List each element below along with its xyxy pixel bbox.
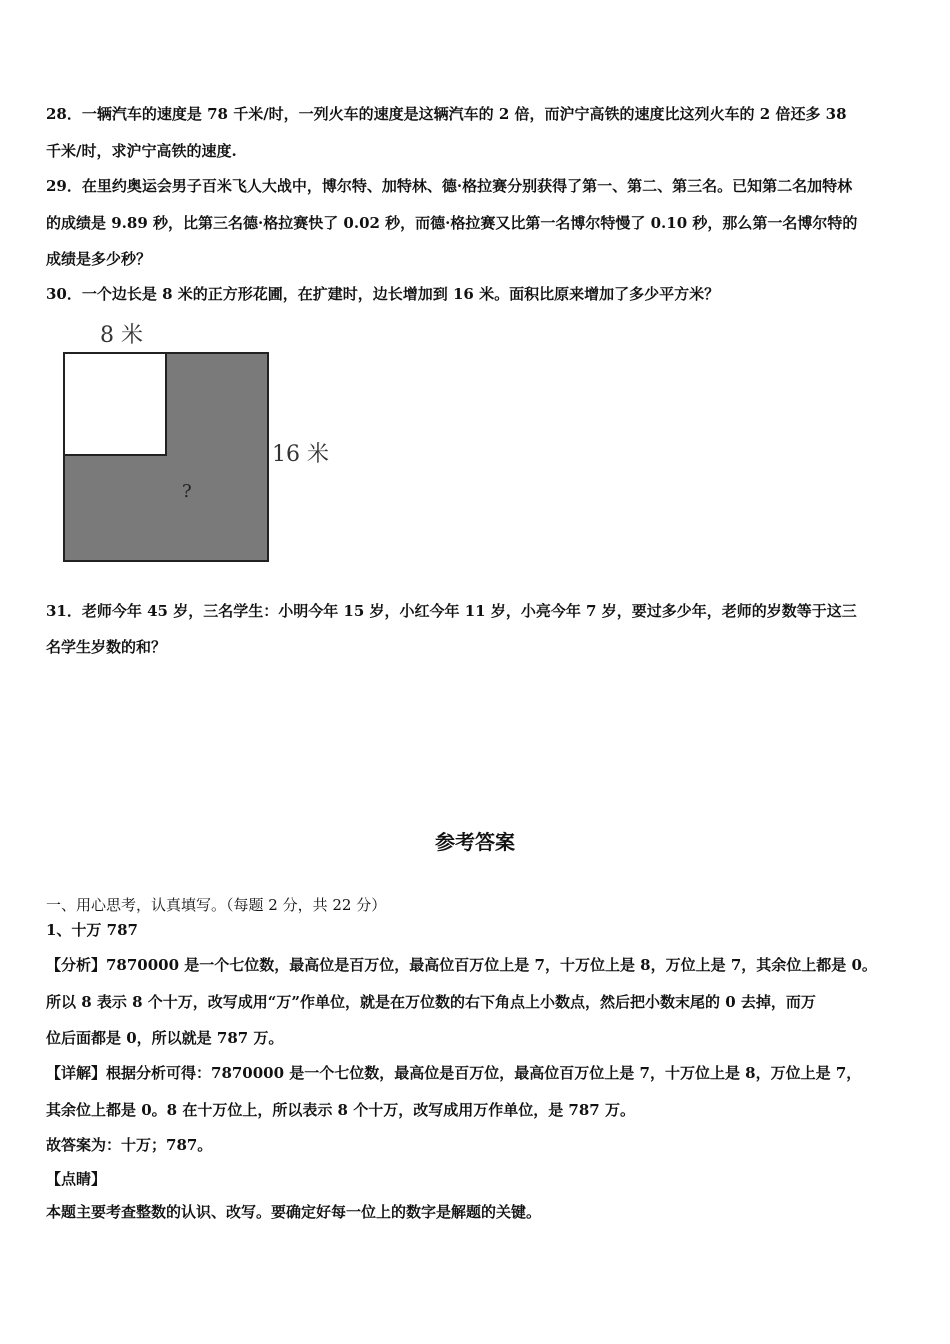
analysis-line2: 所以 8 表示 8 个十万，改写成用“万”作单位，就是在万位数的右下角点上小数点，然后把小数末尾的 0 去掉，而万 <box>46 993 816 1011</box>
top-length-label: 8 米 <box>100 323 143 348</box>
q29-line1: 29．在里约奥运会男子百米飞人大战中，博尔特、加特林、德·格拉赛分别获得了第一、第二、第三名。已知第二名加特林 <box>46 177 853 195</box>
q31-line1: 31．老师今年 45 岁，三名学生：小明今年 15 岁，小红今年 11 岁，小亮今年 7 岁，要过多少年，老师的岁数等于这三 <box>46 602 857 620</box>
detail-line1: 【详解】根据分析可得：7870000 是一个七位数，最高位是百万位，最高位百万位上是 7，十万位上是 8，万位上是 7， <box>46 1064 862 1082</box>
q29-line3: 成绩是多少秒？ <box>46 250 152 268</box>
q30-line1: 30．一个边长是 8 米的正方形花圃，在扩建时，边长增加到 16 米。面积比原来增加了多少平方米？ <box>46 285 720 303</box>
answer-conclusion: 故答案为：十万；787。 <box>46 1136 213 1154</box>
side-length-label: 16 米 <box>272 442 329 467</box>
q29-line2: 的成绩是 9.89 秒，比第三名德·格拉赛快了 0.02 秒，而德·格拉赛又比第一名博尔特慢了 0.10 秒，那么第一名博尔特的 <box>46 214 858 232</box>
q28-line2: 千米/时，求沪宁高铁的速度. <box>46 142 237 160</box>
analysis-line1: 【分析】7870000 是一个七位数，最高位是百万位，最高位百万位上是 7，十万位上是 8，万位上是 7，其余位上都是 0。 <box>46 956 877 974</box>
unknown-area-label: ? <box>182 481 192 502</box>
comment-text: 本题主要考查整数的认识、改写。要确定好每一位上的数字是解题的关键。 <box>46 1203 542 1221</box>
answers-section-heading: 一、用心思考，认真填写。（每题 2 分，共 22 分） <box>46 896 387 914</box>
q31-line2: 名学生岁数的和？ <box>46 638 167 656</box>
analysis-line3: 位后面都是 0，所以就是 787 万。 <box>46 1029 284 1047</box>
comment-heading: 【点睛】 <box>46 1170 107 1188</box>
answers-title: 参考答案 <box>435 830 515 854</box>
square-diagram <box>48 315 348 575</box>
small-square <box>64 353 166 455</box>
q28-line1: 28．一辆汽车的速度是 78 千米/时，一列火车的速度是这辆汽车的 2 倍，而沪宁高铁的速度比这列火车的 2 倍还多 38 <box>46 105 847 123</box>
q30-figure <box>48 315 348 575</box>
answer-1: 1、十万 787 <box>46 921 138 939</box>
detail-line2: 其余位上都是 0。8 在十万位上，所以表示 8 个十万，改写成用万作单位，是 787 万。 <box>46 1101 635 1119</box>
